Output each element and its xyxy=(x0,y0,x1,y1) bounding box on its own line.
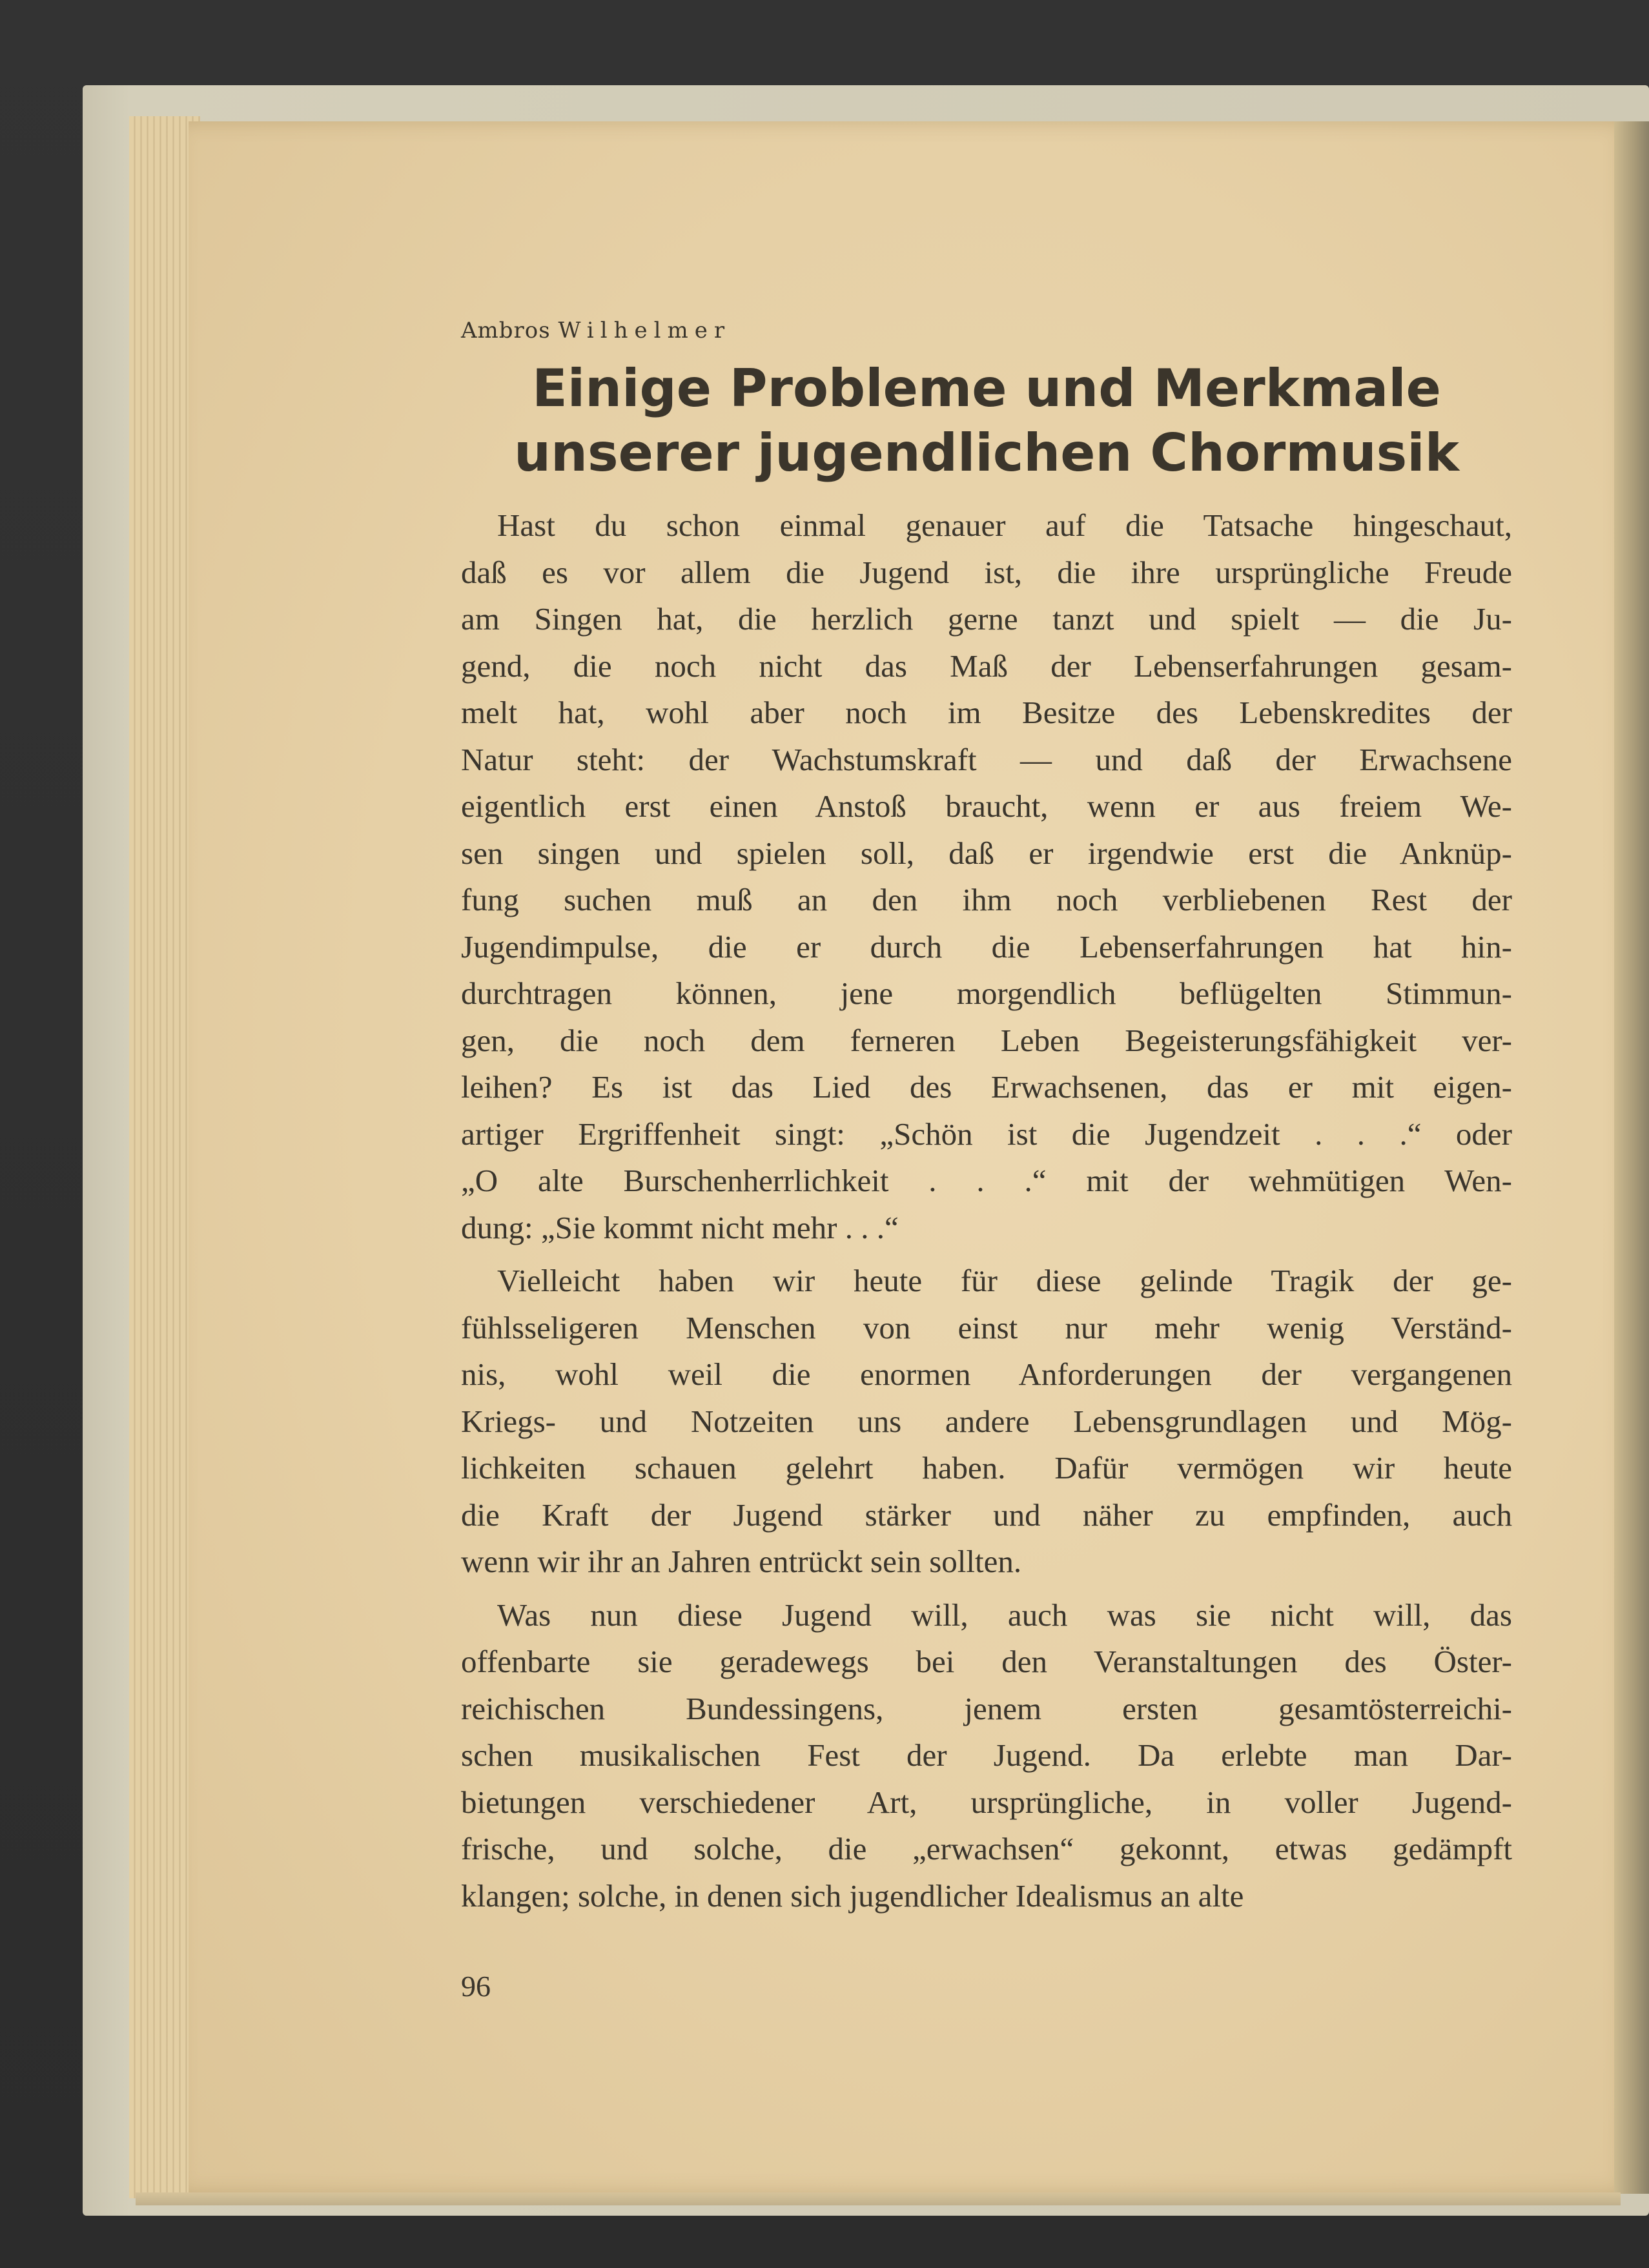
text-line: Jugendimpulse, die er durch die Lebenserfahrungen hat hin- xyxy=(461,928,1512,965)
text-line: gen, die noch dem ferneren Leben Begeisterungsfähigkeit ver- xyxy=(461,1022,1512,1058)
text-line: nis, wohl weil die enormen Anforderungen der vergangenen xyxy=(461,1356,1512,1392)
author-line xyxy=(461,315,1512,346)
text-line: frische, und solche, die „erwachsen“ gekonnt, etwas gedämpft xyxy=(461,1831,1512,1866)
text-line: schen musikalischen Fest der Jugend. Da erlebte man Dar- xyxy=(461,1737,1512,1773)
text-line: bietungen verschiedener Art, ursprüngliche, in voller Jugend- xyxy=(461,1784,1512,1820)
text-line: fung suchen muß an den ihm noch verbliebenen Rest der xyxy=(461,882,1512,917)
text-line: sen singen und spielen soll, daß er irgendwie erst die Anknüp- xyxy=(461,835,1512,871)
text-line: lichkeiten schauen gelehrt haben. Dafür vermögen wir heute xyxy=(461,1450,1512,1486)
page-number: 96 xyxy=(461,1970,491,2003)
text-line: leihen? Es ist das Lied des Erwachsenen, das er mit eigen- xyxy=(461,1069,1512,1105)
title-line-1: Einige Probleme und Merkmale xyxy=(532,358,1441,418)
article-title xyxy=(461,356,1512,485)
page-gutter-shadow xyxy=(1614,121,1649,2194)
title-line-2: unserer jugendlichen Chormusik xyxy=(514,423,1459,483)
text-line: fühlsseligeren Menschen von einst nur mehr wenig Verständ- xyxy=(461,1309,1512,1345)
text-line: daß es vor allem die Jugend ist, die ihre ursprüngliche Freude xyxy=(461,554,1512,590)
text-line: offenbarte sie geradewegs bei den Veranstaltungen des Öster- xyxy=(461,1644,1512,1679)
text-line: eigentlich erst einen Anstoß braucht, wenn er aus freiem We- xyxy=(461,788,1512,824)
text-line: gend, die noch nicht das Maß der Lebenserfahrungen gesam- xyxy=(461,648,1512,684)
text-line: Natur steht: der Wachstumskraft — und daß der Erwachsene xyxy=(461,741,1512,777)
text-line: die Kraft der Jugend stärker und näher zu empfinden, auch xyxy=(461,1497,1512,1533)
text-line: reichischen Bundessingens, jenem ersten gesamtösterreichi- xyxy=(461,1690,1512,1726)
author-first-name: Ambros xyxy=(461,318,551,343)
text-line: dung: „Sie kommt nicht mehr . . .“ xyxy=(461,1209,899,1245)
text-line: melt hat, wohl aber noch im Besitze des Lebenskredites der xyxy=(461,695,1512,730)
author-last-name: Wilhelmer xyxy=(558,318,732,343)
paragraph xyxy=(461,1592,1512,1920)
text-line: wenn wir ihr an Jahren entrückt sein sollten. xyxy=(461,1544,1022,1579)
text-line: „O alte Burschenherrlichkeit . . .“ mit der wehmütigen Wen- xyxy=(461,1163,1512,1198)
text-line: Hast du schon einmal genauer auf die Tatsache hingeschaut, xyxy=(497,507,1512,543)
text-line: klangen; solche, in denen sich jugendlicher Idealismus an alte xyxy=(461,1877,1244,1914)
article-body xyxy=(461,502,1512,1919)
text-line: durchtragen können, jene morgendlich beflügelten Stimmun- xyxy=(461,976,1512,1011)
text-line: am Singen hat, die herzlich gerne tanzt und spielt — die Ju- xyxy=(461,601,1512,637)
paragraph xyxy=(461,1258,1512,1586)
paragraph xyxy=(461,502,1512,1251)
page-bottom-edge xyxy=(136,2192,1621,2205)
text-line: Kriegs- und Notzeiten uns andere Lebensgrundlagen und Mög- xyxy=(461,1403,1512,1439)
page-text-block xyxy=(461,315,1512,1926)
text-line: Vielleicht haben wir heute für diese gelinde Tragik der ge- xyxy=(497,1263,1512,1298)
text-line: Was nun diese Jugend will, auch was sie nicht will, das xyxy=(497,1597,1512,1633)
text-line: artiger Ergriffenheit singt: „Schön ist die Jugendzeit . . .“ oder xyxy=(461,1116,1512,1152)
